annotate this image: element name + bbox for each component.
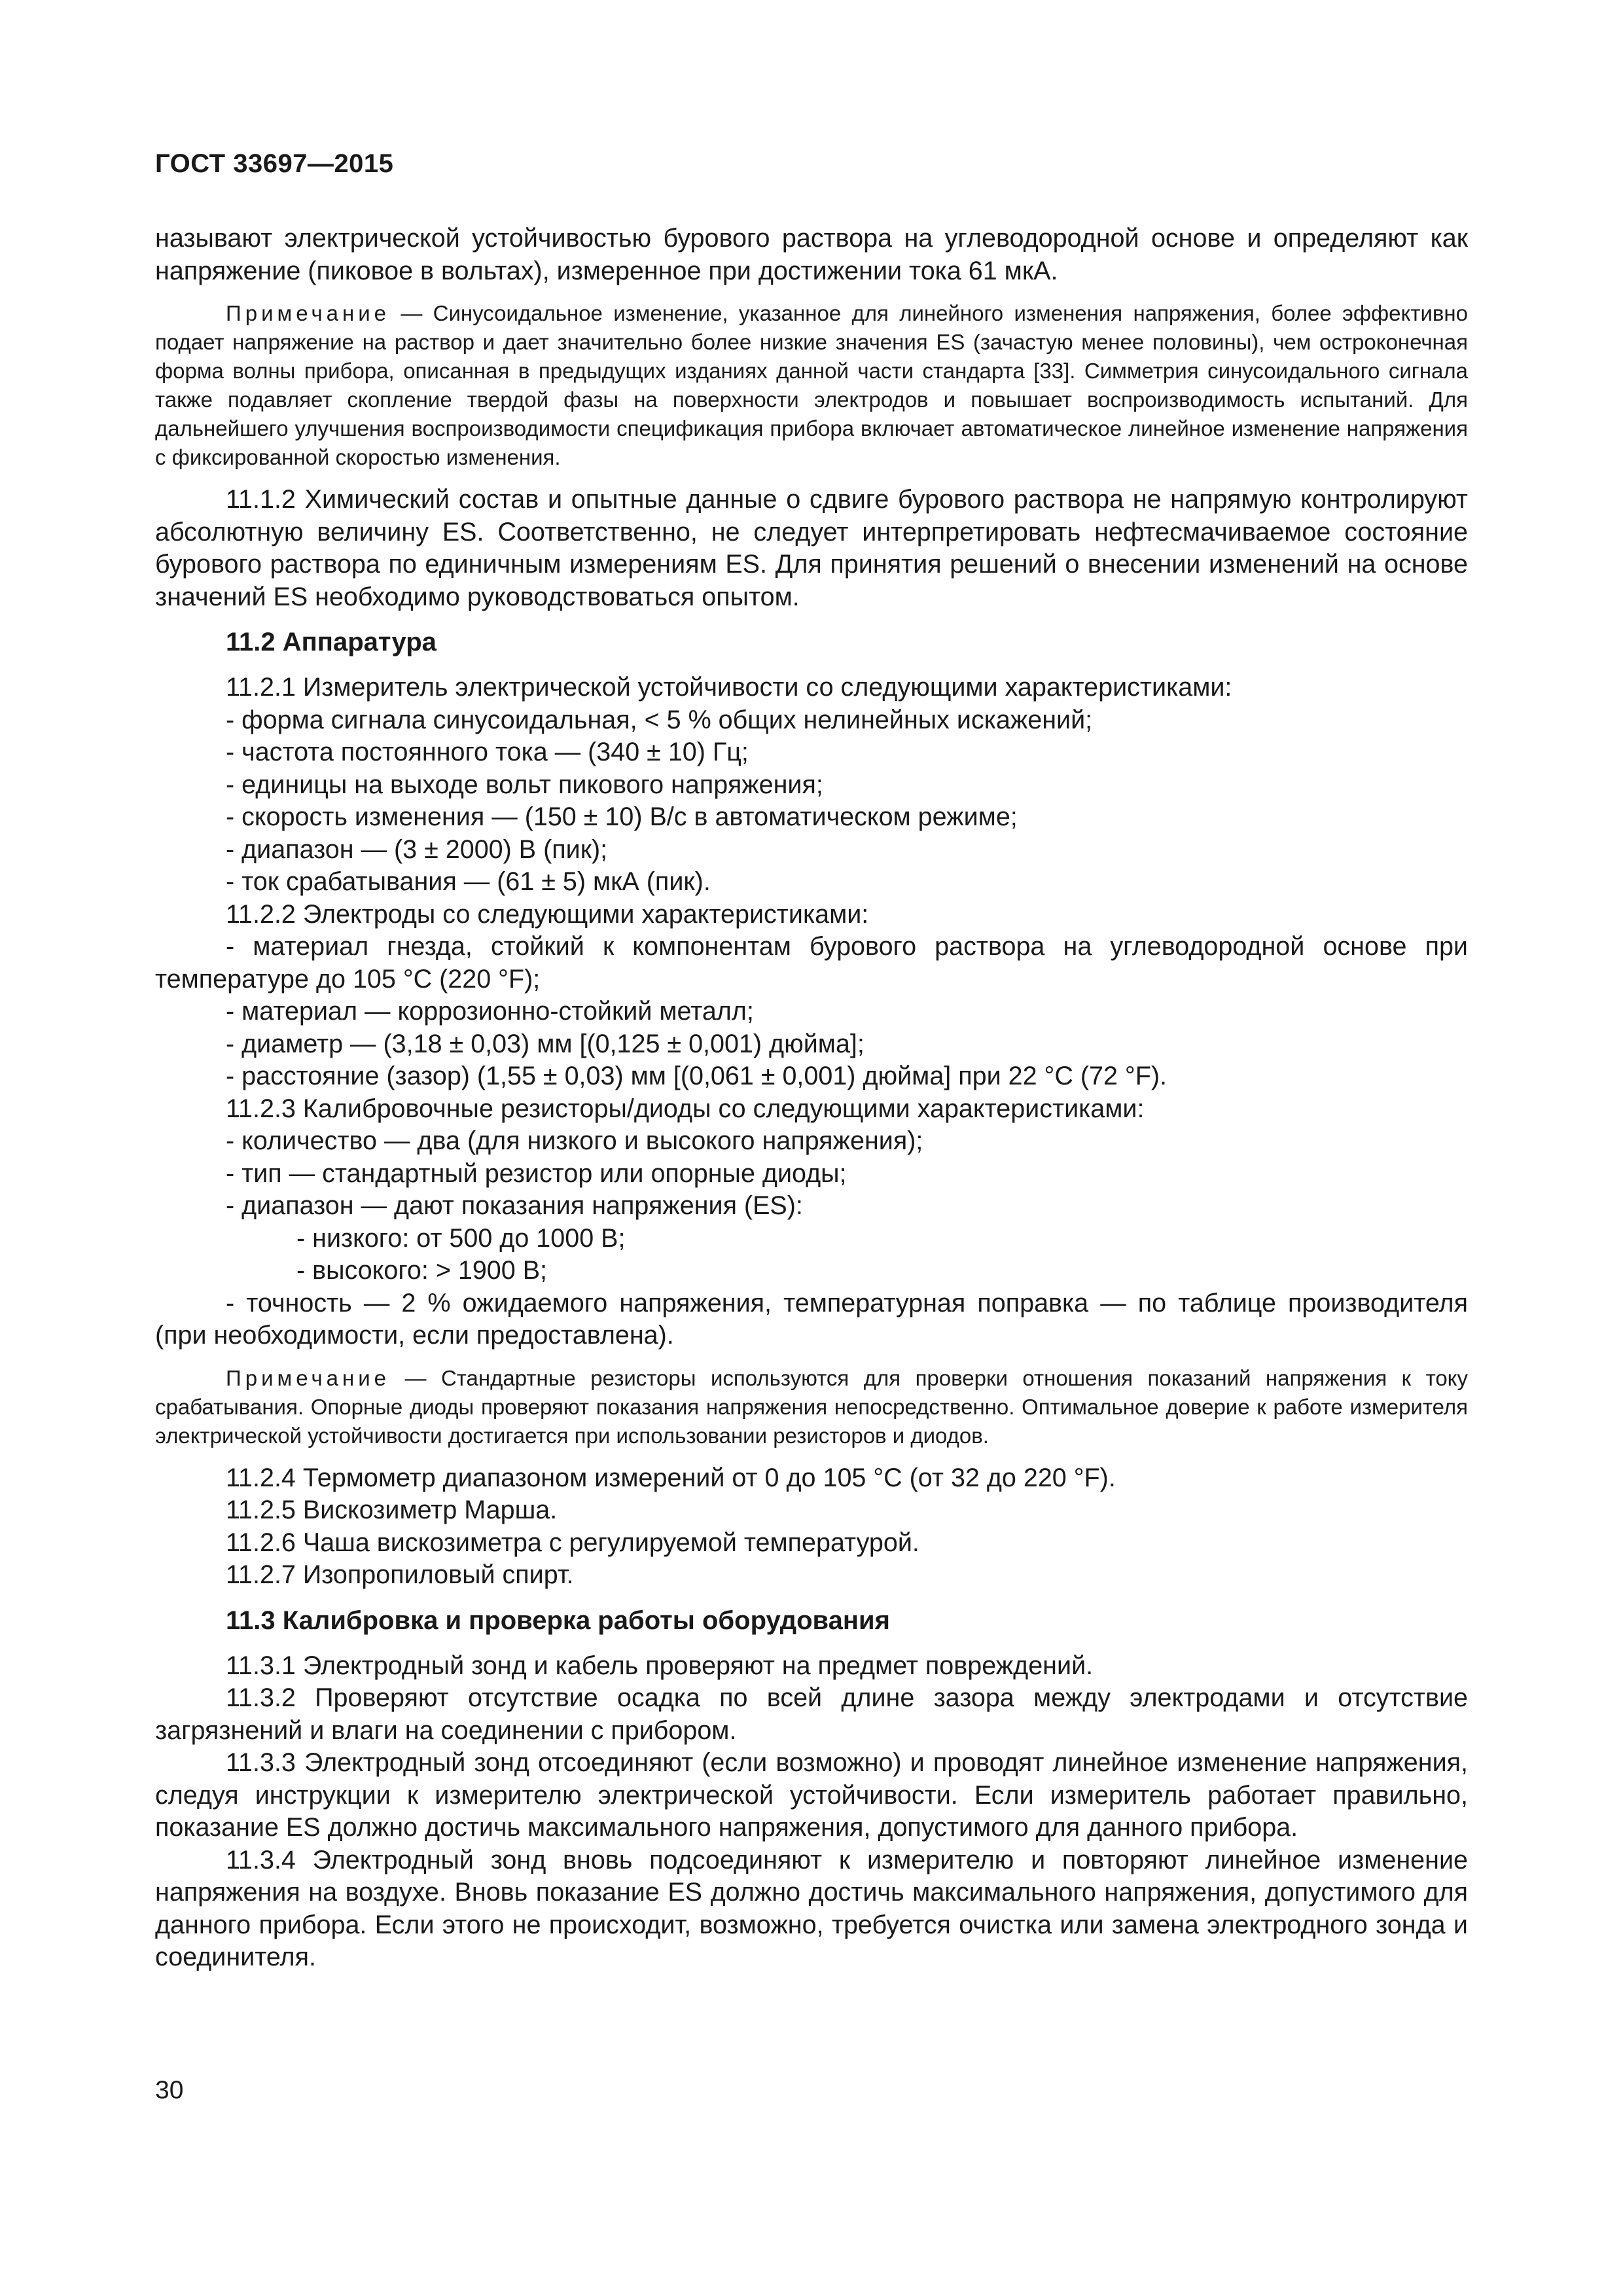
list-item: - расстояние (зазор) (1,55 ± 0,03) мм [(0,061 ± 0,001) дюйма] при 22 °С (72 °F).	[226, 1062, 1167, 1090]
paragraph-11-2-6: 11.2.6 Чаша вискозиметра с регулируемой температурой.	[226, 1528, 919, 1557]
paragraph-11-2-4: 11.2.4 Термометр диапазоном измерений от 0 до 105 °С (от 32 до 220 °F).	[226, 1463, 1116, 1492]
paragraph-11-1-2: 11.1.2 Химический состав и опытные данные о сдвиге бурового раствора не напрямую контролируют абсолютную величину ES. Соответственно, не следует интерпретировать нефтесмачиваемое состояние бурового раствора по единичным измерениям ES. Для принятия решений о внесении изменений на основе значений ES необходимо руководствоваться опытом.	[155, 485, 1468, 611]
note-1	[155, 299, 1468, 472]
list-item: - частота постоянного тока — (340 ± 10) Гц;	[226, 738, 749, 766]
list-item: - ток срабатывания — (61 ± 5) мкА (пик).	[226, 867, 711, 896]
list-item: - материал гнезда, стойкий к компонентам бурового раствора на углеводородной основе при температуре до 105 °С (220 °F);	[155, 932, 1468, 994]
note-2-label: Примечание	[226, 1365, 391, 1390]
list-item: - форма сигнала синусоидальная, < 5 % общих нелинейных искажений;	[226, 705, 1093, 734]
section-heading-11-2: 11.2 Аппаратура	[226, 628, 437, 656]
list-item: - диаметр — (3,18 ± 0,03) мм [(0,125 ± 0,001) дюйма];	[226, 1029, 865, 1058]
page-number: 30	[155, 2076, 184, 2104]
list-item: - диапазон — (3 ± 2000) В (пик);	[226, 834, 608, 864]
paragraph-11-3-4: 11.3.4 Электродный зонд вновь подсоединяют к измерителю и повторяют линейное изменение напряжения на воздухе. Вновь показание ES должно достичь максимального напряжения, допустимого для данного прибора. Если этого не происходит, возможно, требуется очистка или замена электродного зонда и соединителя.	[155, 1845, 1468, 1971]
list-item: - материал — коррозионно-стойкий металл;	[226, 997, 754, 1026]
note-2-text: — Стандартные резисторы используются для проверки отношения показаний напряжения к току срабатывания. Опорные диоды проверяют показания напряжения непосредственно. Оптимальное доверие к работе измерителя электрической устойчивости достигается при использовании резисторов и диодов.	[155, 1365, 1468, 1448]
paragraph-11-2-5: 11.2.5 Вискозиметр Марша.	[226, 1496, 558, 1524]
paragraph-11-2-1: 11.2.1 Измеритель электрической устойчивости со следующими характеристиками:	[226, 673, 1232, 702]
paragraph-11-2-7: 11.2.7 Изопропиловый спирт.	[226, 1560, 574, 1589]
list-item: - тип — стандартный резистор или опорные диоды;	[226, 1158, 847, 1188]
sub-list-item: - высокого: > 1900 В;	[296, 1256, 548, 1285]
note-2	[155, 1364, 1468, 1450]
note-1-text: — Синусоидальное изменение, указанное для линейного изменения напряжения, более эффективно подает напряжение на раствор и дает значительно более низкие значения ES (зачастую менее половины), чем остроконечная форма волны прибора, описанная в предыдущих изданиях данной части стандарта [33]. Симметрия синусоидального сигнала также подавляет скопление твердой фазы на поверхности электродов и повышает воспроизводимость испытаний. Для дальнейшего улучшения воспроизводимости спецификация прибора включает автоматическое линейное изменение напряжения с фиксированной скоростью изменения.	[155, 301, 1468, 469]
paragraph-11-2-2: 11.2.2 Электроды со следующими характеристиками:	[226, 899, 869, 929]
intro-paragraph: называют электрической устойчивостью бурового раствора на углеводородной основе и определяют как напряжение (пиковое в вольтах), измеренное при достижении тока 61 мкА.	[155, 224, 1468, 285]
list-item: - точность — 2 % ожидаемого напряжения, температурная поправка — по таблице производителя (при необходимости, если предоставлена).	[155, 1288, 1468, 1350]
list-item: - диапазон — дают показания напряжения (ES):	[226, 1191, 803, 1220]
section-heading-11-3: 11.3 Калибровка и проверка работы оборудования	[226, 1605, 890, 1635]
paragraph-11-3-1: 11.3.1 Электродный зонд и кабель проверяют на предмет повреждений.	[226, 1651, 1094, 1680]
page-content	[155, 223, 1468, 1974]
paragraph-11-2-3: 11.2.3 Калибровочные резисторы/диоды со следующими характеристиками:	[226, 1094, 1145, 1123]
paragraph-11-3-3: 11.3.3 Электродный зонд отсоединяют (если возможно) и проводят линейное изменение напряжения, следуя инструкции к измерителю электрической устойчивости. Если измеритель работает правильно, показание ES должно достичь максимального напряжения, допустимого для данного прибора.	[155, 1748, 1468, 1842]
note-1-label: Примечание	[226, 301, 391, 325]
list-item: - скорость изменения — (150 ± 10) В/с в автоматическом режиме;	[226, 802, 1018, 831]
list-item: - единицы на выходе вольт пикового напряжения;	[226, 770, 823, 799]
sub-list-item: - низкого: от 500 до 1000 В;	[296, 1223, 626, 1253]
document-header: ГОСТ 33697—2015	[155, 149, 394, 178]
paragraph-11-3-2: 11.3.2 Проверяют отсутствие осадка по всей длине зазора между электродами и отсутствие загрязнений и влаги на соединении с прибором.	[155, 1683, 1468, 1745]
list-item: - количество — два (для низкого и высокого напряжения);	[226, 1126, 923, 1155]
